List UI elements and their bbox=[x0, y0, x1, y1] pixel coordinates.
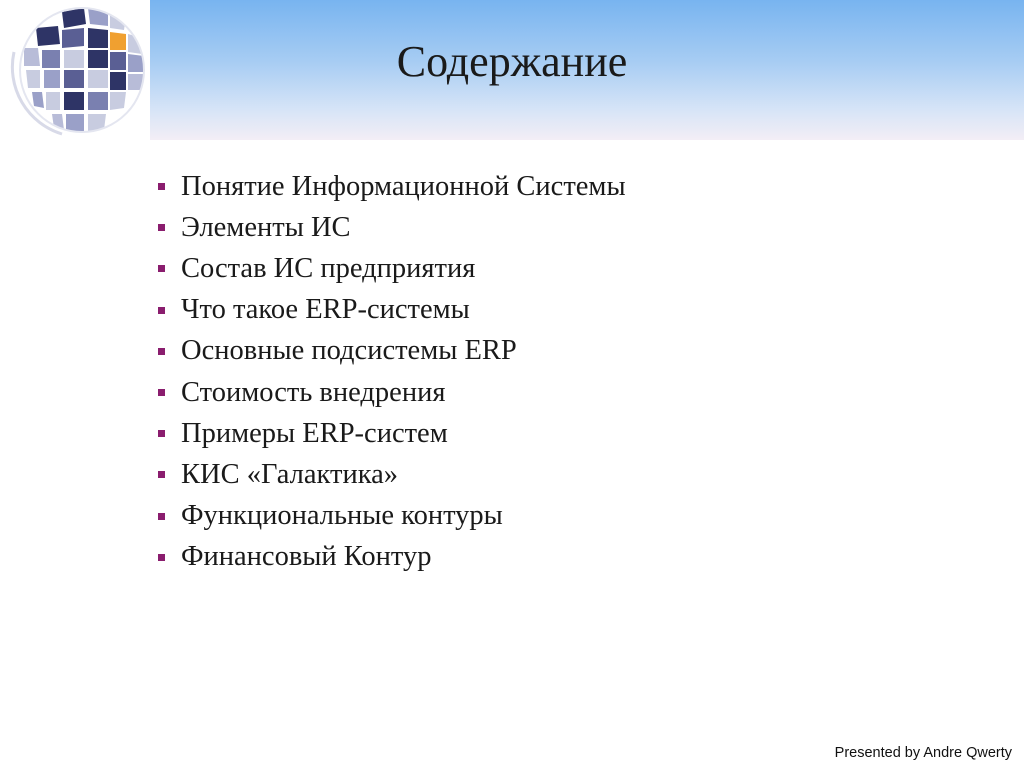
list-item-text: Функциональные контуры bbox=[181, 500, 503, 532]
list-item-text: Состав ИС предприятия bbox=[181, 252, 476, 284]
bullet-square-icon bbox=[158, 265, 165, 272]
list-item bbox=[158, 331, 626, 372]
list-item bbox=[158, 290, 626, 331]
bullet-square-icon bbox=[158, 348, 165, 355]
list-item bbox=[158, 454, 626, 495]
bullet-square-icon bbox=[158, 430, 165, 437]
bullet-square-icon bbox=[158, 307, 165, 314]
list-item-text: Элементы ИС bbox=[181, 211, 351, 243]
bullet-square-icon bbox=[158, 554, 165, 561]
list-item-text: Что такое ERP-системы bbox=[181, 294, 470, 326]
list-item-text: Понятие Информационной Системы bbox=[181, 170, 626, 202]
list-item bbox=[158, 207, 626, 248]
list-item-text: КИС «Галактика» bbox=[181, 458, 399, 490]
list-item bbox=[158, 248, 626, 289]
list-item bbox=[158, 537, 626, 578]
presenter-credit: Presented by Andre Qwerty bbox=[834, 745, 1012, 761]
bullet-square-icon bbox=[158, 224, 165, 231]
list-item-text: Основные подсистемы ERP bbox=[181, 335, 517, 367]
list-item-text: Финансовый Контур bbox=[181, 541, 432, 573]
list-item-text: Примеры ERP-систем bbox=[181, 417, 448, 449]
bullet-square-icon bbox=[158, 513, 165, 520]
contents-list bbox=[158, 166, 626, 578]
list-item bbox=[158, 496, 626, 537]
bullet-square-icon bbox=[158, 183, 165, 190]
bullet-square-icon bbox=[158, 471, 165, 478]
list-item bbox=[158, 372, 626, 413]
globe-grid-icon bbox=[2, 2, 150, 140]
list-item bbox=[158, 413, 626, 454]
list-item-text: Стоимость внедрения bbox=[181, 376, 446, 408]
bullet-square-icon bbox=[158, 389, 165, 396]
list-item bbox=[158, 166, 626, 207]
slide-title: Содержание bbox=[396, 37, 628, 86]
